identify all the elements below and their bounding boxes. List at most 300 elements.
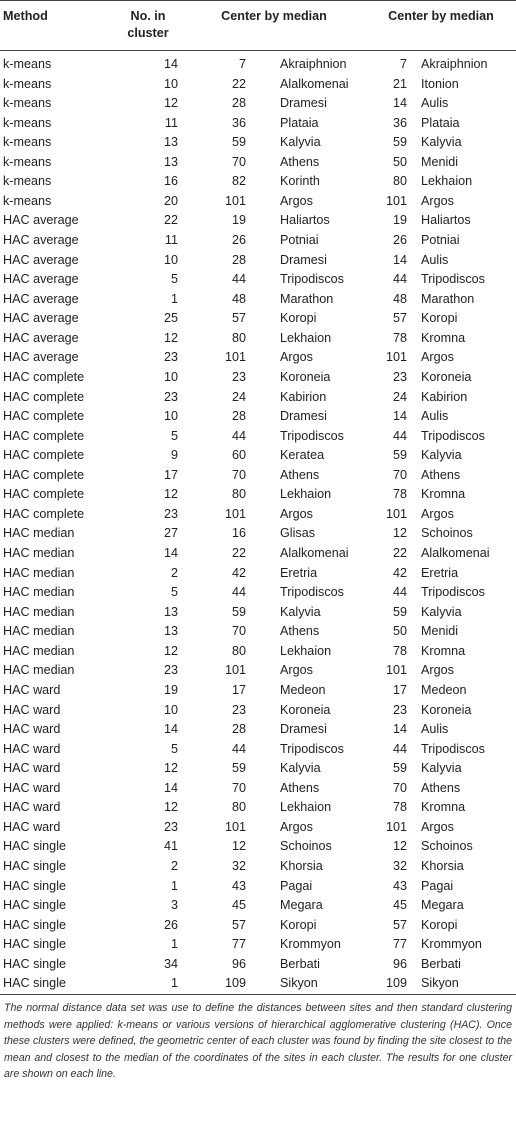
cell-median-id: 44 bbox=[392, 428, 407, 443]
table-row bbox=[0, 896, 516, 916]
cell-median-site: Argos bbox=[421, 350, 454, 365]
cell-method: HAC complete bbox=[3, 467, 85, 482]
cell-count: 16 bbox=[163, 174, 178, 189]
cell-count: 13 bbox=[163, 604, 178, 619]
cell-method: HAC single bbox=[3, 937, 66, 952]
cell-median-site: Kalyvia bbox=[421, 448, 462, 463]
cell-mean-site: Marathon bbox=[280, 291, 334, 306]
cell-method: HAC single bbox=[3, 859, 66, 874]
table-row bbox=[0, 192, 516, 212]
cell-mean-id: 96 bbox=[231, 956, 246, 971]
cell-median-id: 14 bbox=[392, 96, 407, 111]
cell-median-id: 17 bbox=[392, 682, 407, 697]
header-center-a: Center by median bbox=[221, 9, 327, 23]
cell-median-id: 44 bbox=[392, 272, 407, 287]
cell-median-site: Medeon bbox=[421, 682, 467, 697]
cell-count: 2 bbox=[170, 565, 178, 580]
cell-median-id: 59 bbox=[392, 604, 407, 619]
cell-mean-id: 17 bbox=[231, 682, 246, 697]
table-row bbox=[0, 759, 516, 779]
cell-method: HAC single bbox=[3, 898, 66, 913]
cell-count: 3 bbox=[170, 898, 178, 913]
cell-method: HAC median bbox=[3, 585, 75, 600]
table-row bbox=[0, 133, 516, 153]
cell-method: HAC single bbox=[3, 976, 66, 991]
cell-count: 5 bbox=[170, 272, 178, 287]
cell-count: 34 bbox=[163, 956, 178, 971]
cell-median-id: 14 bbox=[392, 409, 407, 424]
table-row bbox=[0, 94, 516, 114]
cell-mean-id: 80 bbox=[231, 643, 246, 658]
cell-mean-site: Argos bbox=[280, 506, 313, 521]
cell-mean-id: 101 bbox=[224, 819, 246, 834]
cell-mean-site: Athens bbox=[280, 154, 320, 169]
cell-mean-site: Eretria bbox=[280, 565, 318, 580]
cell-mean-id: 57 bbox=[231, 311, 246, 326]
cell-median-id: 45 bbox=[392, 898, 407, 913]
cell-count: 23 bbox=[163, 350, 178, 365]
cell-mean-site: Megara bbox=[280, 898, 323, 913]
cell-mean-site: Kalyvia bbox=[280, 135, 321, 150]
cell-mean-id: 101 bbox=[224, 506, 246, 521]
cell-mean-id: 42 bbox=[231, 565, 246, 580]
cell-count: 13 bbox=[163, 624, 178, 639]
table-row bbox=[0, 348, 516, 368]
table-row bbox=[0, 622, 516, 642]
cell-mean-id: 57 bbox=[231, 917, 246, 932]
cell-method: HAC complete bbox=[3, 487, 85, 502]
table-row bbox=[0, 485, 516, 505]
cell-median-id: 57 bbox=[392, 917, 407, 932]
cell-count: 41 bbox=[163, 839, 178, 854]
cell-median-id: 101 bbox=[385, 193, 407, 208]
cell-median-id: 77 bbox=[392, 937, 407, 952]
table-row bbox=[0, 701, 516, 721]
table-row bbox=[0, 818, 516, 838]
cell-mean-id: 7 bbox=[238, 57, 246, 71]
cell-count: 25 bbox=[163, 311, 178, 326]
cell-method: k-means bbox=[3, 154, 52, 169]
cell-median-site: Schoinos bbox=[421, 526, 473, 541]
cell-mean-id: 32 bbox=[231, 859, 246, 874]
cell-median-id: 22 bbox=[392, 546, 407, 561]
table-row bbox=[0, 407, 516, 427]
cell-median-id: 109 bbox=[385, 976, 407, 991]
cell-mean-id: 101 bbox=[224, 193, 246, 208]
cell-median-id: 50 bbox=[392, 154, 407, 169]
cell-mean-id: 80 bbox=[231, 800, 246, 815]
cell-mean-site: Krommyon bbox=[280, 937, 341, 952]
cell-mean-site: Khorsia bbox=[280, 859, 323, 874]
cell-mean-id: 70 bbox=[231, 154, 246, 169]
table-row bbox=[0, 974, 516, 994]
table-row bbox=[0, 466, 516, 486]
cell-mean-id: 70 bbox=[231, 467, 246, 482]
cell-median-id: 23 bbox=[392, 702, 407, 717]
table-row bbox=[0, 114, 516, 134]
cell-count: 9 bbox=[170, 448, 178, 463]
cell-mean-site: Argos bbox=[280, 819, 313, 834]
cell-median-id: 42 bbox=[392, 565, 407, 580]
cell-median-id: 101 bbox=[385, 506, 407, 521]
cell-mean-id: 36 bbox=[231, 115, 246, 130]
table-row bbox=[0, 75, 516, 95]
cell-count: 23 bbox=[163, 663, 178, 678]
cell-mean-id: 60 bbox=[231, 448, 246, 463]
table-row bbox=[0, 740, 516, 760]
cell-count: 1 bbox=[170, 878, 178, 893]
cell-mean-site: Sikyon bbox=[280, 976, 318, 991]
cell-mean-id: 22 bbox=[231, 546, 246, 561]
table-row bbox=[0, 544, 516, 564]
cell-mean-site: Kabirion bbox=[280, 389, 327, 404]
cell-median-site: Lekhaion bbox=[421, 174, 473, 189]
cell-count: 14 bbox=[163, 780, 178, 795]
cell-method: HAC complete bbox=[3, 506, 85, 521]
cell-mean-id: 23 bbox=[231, 369, 246, 384]
cell-count: 10 bbox=[163, 369, 178, 384]
cell-median-id: 36 bbox=[392, 115, 407, 130]
cell-median-id: 101 bbox=[385, 819, 407, 834]
cell-method: HAC ward bbox=[3, 722, 61, 737]
cell-mean-site: Dramesi bbox=[280, 722, 327, 737]
cell-count: 27 bbox=[163, 526, 178, 541]
cell-mean-site: Tripodiscos bbox=[280, 741, 344, 756]
cell-mean-id: 44 bbox=[231, 428, 246, 443]
table-row bbox=[0, 603, 516, 623]
cell-count: 26 bbox=[163, 917, 178, 932]
cell-median-site: Itonion bbox=[421, 76, 459, 91]
cell-median-site: Tripodiscos bbox=[421, 428, 485, 443]
table-row bbox=[0, 583, 516, 603]
cell-mean-id: 44 bbox=[231, 741, 246, 756]
cell-mean-id: 44 bbox=[231, 272, 246, 287]
cell-method: HAC median bbox=[3, 526, 75, 541]
cell-mean-site: Athens bbox=[280, 467, 320, 482]
cell-method: k-means bbox=[3, 76, 52, 91]
cell-median-id: 96 bbox=[392, 956, 407, 971]
cell-mean-id: 70 bbox=[231, 780, 246, 795]
cell-median-site: Aulis bbox=[421, 722, 449, 737]
cell-method: HAC average bbox=[3, 350, 79, 365]
cell-mean-id: 28 bbox=[231, 409, 246, 424]
cell-count: 19 bbox=[163, 682, 178, 697]
cell-mean-id: 59 bbox=[231, 604, 246, 619]
cell-method: HAC average bbox=[3, 330, 79, 345]
cell-count: 12 bbox=[163, 330, 178, 345]
cell-count: 17 bbox=[163, 467, 178, 482]
cell-median-site: Kromna bbox=[421, 643, 466, 658]
cell-mean-site: Pagai bbox=[280, 878, 313, 893]
cell-count: 2 bbox=[170, 859, 178, 874]
cell-mean-id: 22 bbox=[231, 76, 246, 91]
cell-mean-site: Kalyvia bbox=[280, 604, 321, 619]
cell-method: HAC median bbox=[3, 604, 75, 619]
cell-mean-site: Tripodiscos bbox=[280, 428, 344, 443]
cell-method: HAC ward bbox=[3, 682, 61, 697]
table-row bbox=[0, 564, 516, 584]
cell-median-site: Kalyvia bbox=[421, 761, 462, 776]
cell-method: HAC complete bbox=[3, 448, 85, 463]
cell-method: HAC single bbox=[3, 878, 66, 893]
table-row bbox=[0, 642, 516, 662]
table-row bbox=[0, 231, 516, 251]
cell-median-site: Argos bbox=[421, 819, 454, 834]
cell-count: 12 bbox=[163, 487, 178, 502]
cell-median-id: 12 bbox=[392, 839, 407, 854]
cell-method: HAC median bbox=[3, 565, 75, 580]
cell-mean-site: Argos bbox=[280, 663, 313, 678]
cell-median-site: Berbati bbox=[421, 956, 461, 971]
cell-method: HAC complete bbox=[3, 389, 85, 404]
cell-median-id: 70 bbox=[392, 467, 407, 482]
cell-count: 1 bbox=[170, 937, 178, 952]
cell-mean-site: Alalkomenai bbox=[280, 76, 349, 91]
cell-mean-site: Lekhaion bbox=[280, 487, 332, 502]
cell-mean-site: Berbati bbox=[280, 956, 320, 971]
cell-count: 5 bbox=[170, 585, 178, 600]
cell-median-site: Marathon bbox=[421, 291, 475, 306]
cell-count: 10 bbox=[163, 409, 178, 424]
cell-median-site: Kalyvia bbox=[421, 604, 462, 619]
cell-method: HAC single bbox=[3, 839, 66, 854]
cell-median-site: Argos bbox=[421, 506, 454, 521]
cell-median-site: Koroneia bbox=[421, 369, 472, 384]
cell-median-id: 23 bbox=[392, 369, 407, 384]
cell-method: k-means bbox=[3, 96, 52, 111]
cell-mean-id: 28 bbox=[231, 252, 246, 267]
cell-median-id: 21 bbox=[392, 76, 407, 91]
cell-mean-site: Lekhaion bbox=[280, 800, 332, 815]
cell-count: 12 bbox=[163, 761, 178, 776]
cell-mean-id: 28 bbox=[231, 722, 246, 737]
cell-count: 13 bbox=[163, 154, 178, 169]
cell-median-id: 57 bbox=[392, 311, 407, 326]
cell-median-site: Akraiphnion bbox=[421, 57, 488, 71]
cell-median-site: Kalyvia bbox=[421, 135, 462, 150]
cell-mean-site: Tripodiscos bbox=[280, 272, 344, 287]
cell-mean-id: 43 bbox=[231, 878, 246, 893]
header-count: No. in cluster bbox=[127, 9, 169, 40]
cell-median-id: 7 bbox=[399, 57, 407, 71]
cell-mean-site: Schoinos bbox=[280, 839, 332, 854]
cell-median-id: 80 bbox=[392, 174, 407, 189]
header-center-b: Center by median bbox=[388, 9, 494, 23]
cell-median-site: Aulis bbox=[421, 96, 449, 111]
table-row bbox=[0, 935, 516, 955]
cell-method: HAC complete bbox=[3, 428, 85, 443]
cell-mean-site: Keratea bbox=[280, 448, 325, 463]
cell-median-site: Athens bbox=[421, 780, 461, 795]
table-row bbox=[0, 329, 516, 349]
cell-mean-site: Kalyvia bbox=[280, 761, 321, 776]
cell-mean-id: 45 bbox=[231, 898, 246, 913]
cell-mean-site: Glisas bbox=[280, 526, 315, 541]
cell-count: 13 bbox=[163, 135, 178, 150]
cell-median-site: Aulis bbox=[421, 409, 449, 424]
cell-median-site: Aulis bbox=[421, 252, 449, 267]
table-row bbox=[0, 779, 516, 799]
cell-mean-site: Alalkomenai bbox=[280, 546, 349, 561]
cell-median-site: Argos bbox=[421, 663, 454, 678]
cell-method: HAC single bbox=[3, 917, 66, 932]
table-row bbox=[0, 446, 516, 466]
cell-count: 23 bbox=[163, 389, 178, 404]
cell-median-id: 14 bbox=[392, 252, 407, 267]
table-row bbox=[0, 798, 516, 818]
table-row bbox=[0, 681, 516, 701]
cell-median-site: Tripodiscos bbox=[421, 272, 485, 287]
cell-median-id: 50 bbox=[392, 624, 407, 639]
cell-method: k-means bbox=[3, 193, 52, 208]
cell-median-id: 32 bbox=[392, 859, 407, 874]
cell-count: 11 bbox=[164, 233, 178, 248]
cell-method: HAC single bbox=[3, 956, 66, 971]
cell-count: 12 bbox=[163, 643, 178, 658]
cell-mean-id: 77 bbox=[231, 937, 246, 952]
cell-count: 5 bbox=[170, 428, 178, 443]
cell-method: HAC complete bbox=[3, 369, 85, 384]
cell-count: 1 bbox=[170, 291, 178, 306]
cell-median-id: 44 bbox=[392, 741, 407, 756]
cell-method: k-means bbox=[3, 174, 52, 189]
cell-method: k-means bbox=[3, 115, 52, 130]
table-body bbox=[0, 51, 516, 994]
cell-median-id: 78 bbox=[392, 330, 407, 345]
cell-median-id: 26 bbox=[392, 233, 407, 248]
cell-median-site: Plataia bbox=[421, 115, 460, 130]
table-header bbox=[0, 1, 516, 51]
table-row bbox=[0, 211, 516, 231]
cell-median-site: Koropi bbox=[421, 917, 458, 932]
cell-median-site: Koropi bbox=[421, 311, 458, 326]
cell-mean-id: 44 bbox=[231, 585, 246, 600]
table-row bbox=[0, 857, 516, 877]
cell-count: 10 bbox=[163, 702, 178, 717]
cell-method: HAC average bbox=[3, 291, 79, 306]
cell-mean-id: 26 bbox=[231, 233, 246, 248]
cell-method: HAC ward bbox=[3, 819, 61, 834]
cell-median-id: 24 bbox=[392, 389, 407, 404]
cell-count: 10 bbox=[163, 252, 178, 267]
table-row bbox=[0, 877, 516, 897]
cell-count: 14 bbox=[163, 722, 178, 737]
cell-median-id: 101 bbox=[385, 350, 407, 365]
cell-median-id: 59 bbox=[392, 761, 407, 776]
cell-count: 12 bbox=[163, 96, 178, 111]
cell-median-site: Argos bbox=[421, 193, 454, 208]
table-row bbox=[0, 290, 516, 310]
cell-median-site: Schoinos bbox=[421, 839, 473, 854]
cell-count: 1 bbox=[170, 976, 178, 991]
table-row bbox=[0, 51, 516, 75]
cell-count: 11 bbox=[164, 115, 178, 130]
cell-method: HAC complete bbox=[3, 409, 85, 424]
cell-method: HAC ward bbox=[3, 741, 61, 756]
table-row bbox=[0, 388, 516, 408]
cell-count: 14 bbox=[163, 546, 178, 561]
cell-median-site: Kromna bbox=[421, 800, 466, 815]
cell-median-site: Alalkomenai bbox=[421, 546, 490, 561]
cell-method: HAC ward bbox=[3, 702, 61, 717]
cell-method: HAC average bbox=[3, 311, 79, 326]
cell-median-id: 101 bbox=[385, 663, 407, 678]
cell-mean-site: Plataia bbox=[280, 115, 319, 130]
cell-median-site: Tripodiscos bbox=[421, 585, 485, 600]
cell-median-site: Menidi bbox=[421, 624, 459, 639]
cell-mean-id: 59 bbox=[231, 761, 246, 776]
cell-median-id: 14 bbox=[392, 722, 407, 737]
cell-method: HAC median bbox=[3, 663, 75, 678]
cell-mean-id: 80 bbox=[231, 330, 246, 345]
cell-mean-id: 24 bbox=[231, 389, 246, 404]
cell-mean-id: 48 bbox=[231, 291, 246, 306]
cell-median-id: 43 bbox=[392, 878, 407, 893]
cell-mean-site: Koropi bbox=[280, 311, 317, 326]
cell-mean-site: Dramesi bbox=[280, 252, 327, 267]
cell-median-site: Pagai bbox=[421, 878, 454, 893]
table-row bbox=[0, 251, 516, 271]
cell-method: HAC average bbox=[3, 252, 79, 267]
cell-mean-site: Potniai bbox=[280, 233, 319, 248]
cell-median-id: 48 bbox=[392, 291, 407, 306]
cell-median-id: 59 bbox=[392, 135, 407, 150]
cell-median-id: 59 bbox=[392, 448, 407, 463]
cell-mean-id: 59 bbox=[231, 135, 246, 150]
cell-count: 12 bbox=[163, 800, 178, 815]
table-row bbox=[0, 153, 516, 173]
cell-mean-id: 19 bbox=[231, 213, 246, 228]
cell-mean-site: Lekhaion bbox=[280, 643, 332, 658]
cell-median-site: Menidi bbox=[421, 154, 459, 169]
table-row bbox=[0, 505, 516, 525]
table-row bbox=[0, 309, 516, 329]
cell-mean-id: 80 bbox=[231, 487, 246, 502]
cell-mean-id: 16 bbox=[231, 526, 246, 541]
cell-median-id: 78 bbox=[392, 643, 407, 658]
cell-mean-id: 28 bbox=[231, 96, 246, 111]
cell-median-id: 78 bbox=[392, 487, 407, 502]
cell-mean-id: 23 bbox=[231, 702, 246, 717]
cell-median-site: Krommyon bbox=[421, 937, 482, 952]
cell-method: HAC ward bbox=[3, 761, 61, 776]
cell-mean-site: Haliartos bbox=[280, 213, 330, 228]
table-row bbox=[0, 916, 516, 936]
cell-count: 23 bbox=[163, 819, 178, 834]
cell-method: HAC average bbox=[3, 233, 79, 248]
cell-median-site: Koroneia bbox=[421, 702, 472, 717]
cell-median-id: 44 bbox=[392, 585, 407, 600]
cell-count: 14 bbox=[163, 57, 178, 71]
cell-count: 23 bbox=[163, 506, 178, 521]
cell-mean-id: 70 bbox=[231, 624, 246, 639]
cell-mean-site: Korinth bbox=[280, 174, 320, 189]
cell-mean-site: Koroneia bbox=[280, 369, 331, 384]
table-row bbox=[0, 172, 516, 192]
cell-method: HAC median bbox=[3, 624, 75, 639]
cell-median-site: Athens bbox=[421, 467, 461, 482]
table-row bbox=[0, 368, 516, 388]
cell-median-site: Haliartos bbox=[421, 213, 471, 228]
cell-method: HAC average bbox=[3, 272, 79, 287]
cell-median-site: Potniai bbox=[421, 233, 460, 248]
cell-mean-site: Dramesi bbox=[280, 96, 327, 111]
cell-count: 20 bbox=[163, 193, 178, 208]
cell-method: k-means bbox=[3, 135, 52, 150]
table-row bbox=[0, 524, 516, 544]
cell-method: HAC average bbox=[3, 213, 79, 228]
cell-mean-id: 12 bbox=[231, 839, 246, 854]
